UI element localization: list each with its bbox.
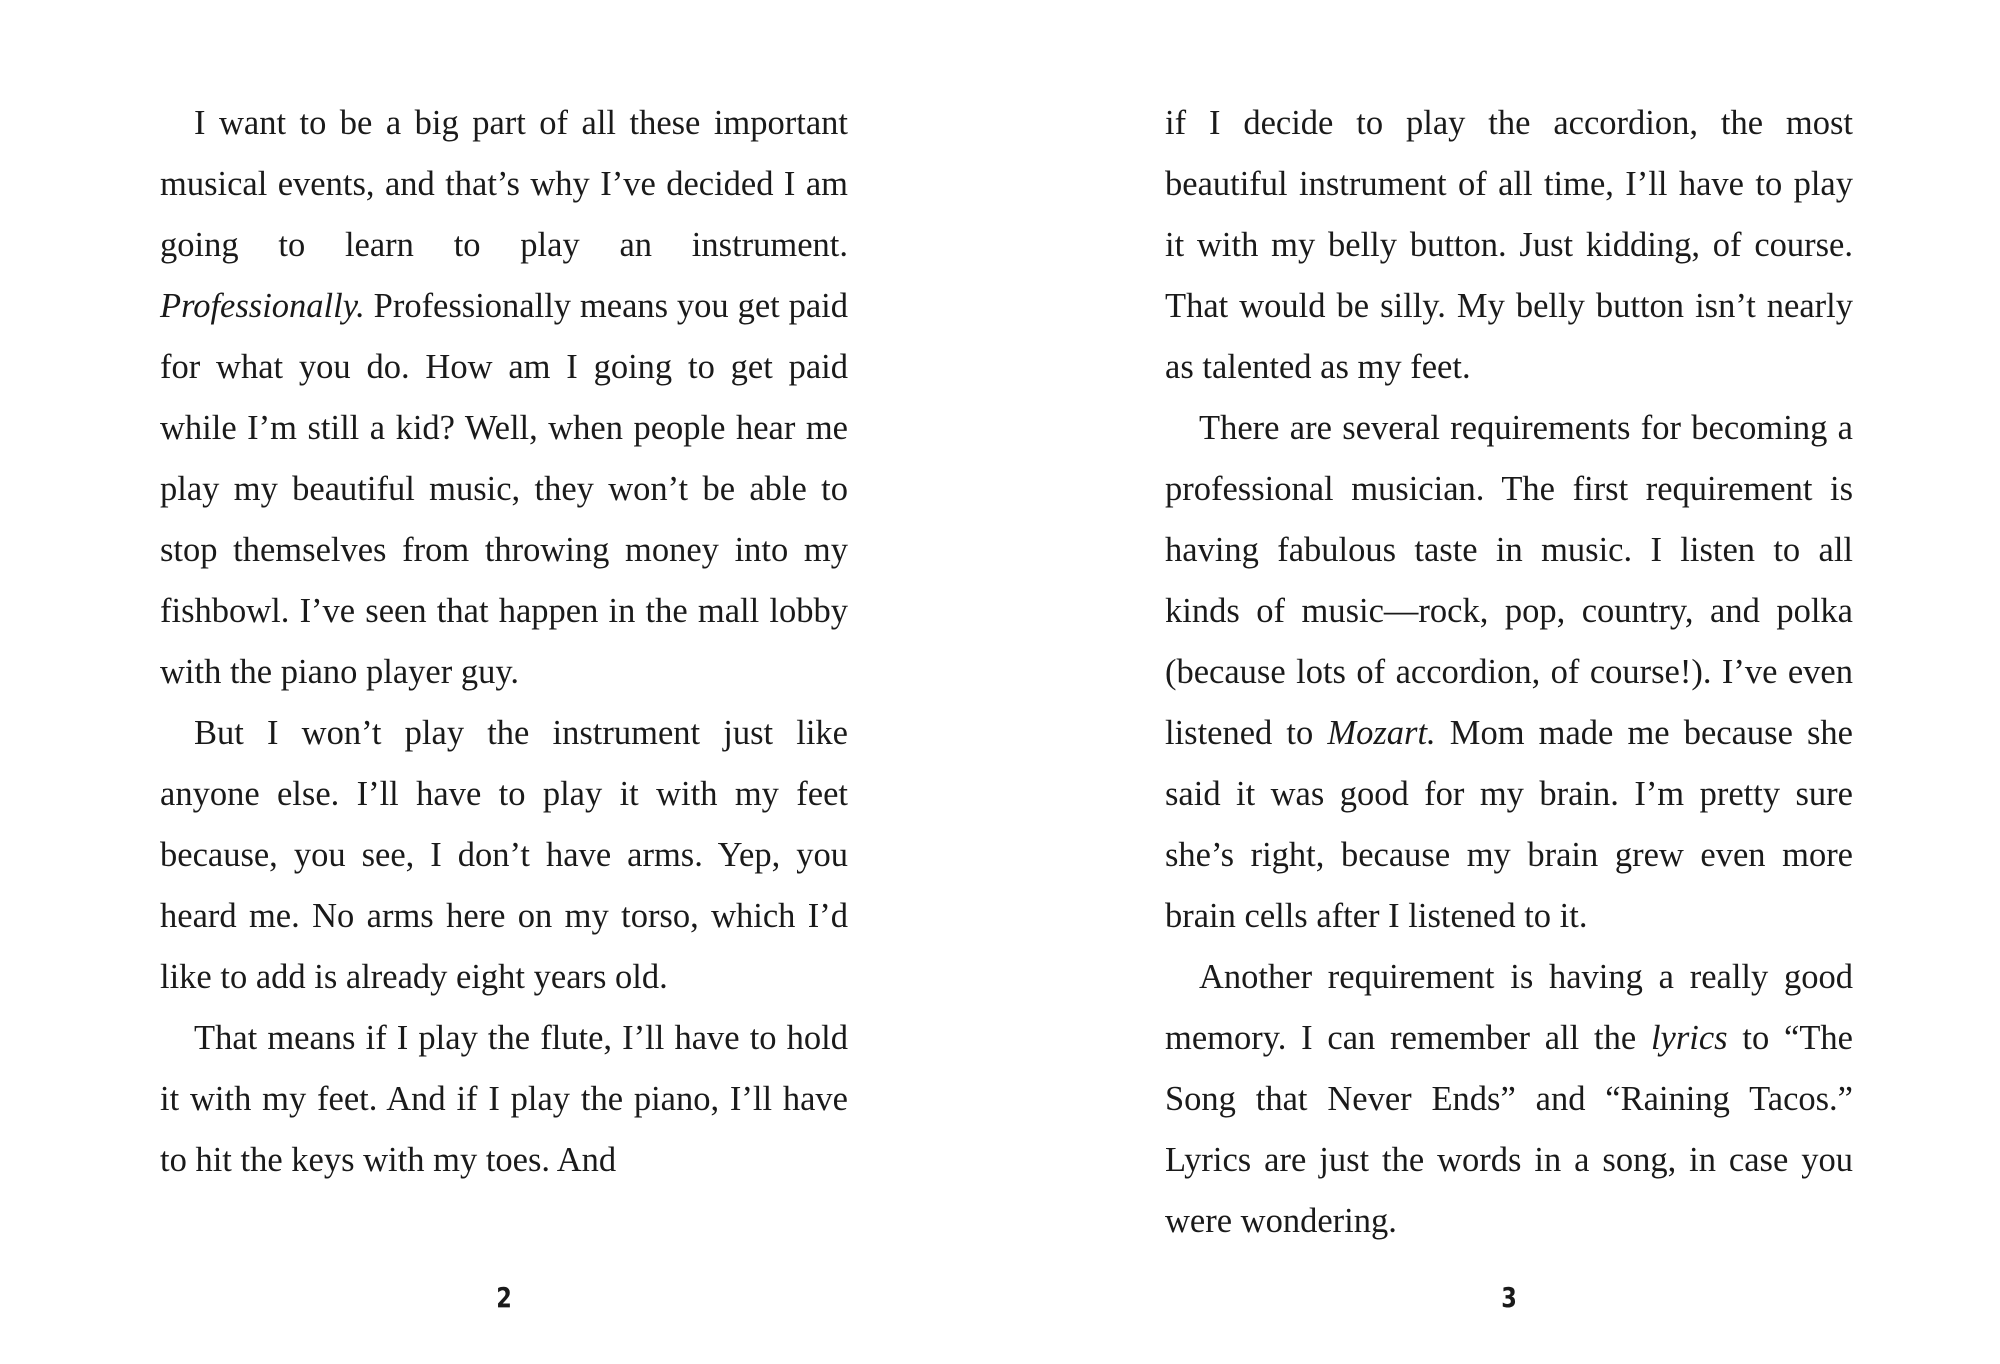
page-number-right: 3 bbox=[1501, 1281, 1517, 1314]
paragraph-text: But I won’t play the instrument just like anyone else. I’ll have to play it with my feet because, you see, I don’t have arms. Yep, you heard me. No arms here on my torso, which I’d like to add is already eight years old. bbox=[160, 714, 848, 996]
page-number-left: 2 bbox=[496, 1281, 512, 1314]
paragraph-text: I want to be a big part of all these important musical events, and that’s why I’ve decided I am going to learn to play an instrument. bbox=[160, 104, 848, 264]
italic-text: lyrics bbox=[1650, 1019, 1728, 1057]
paragraph bbox=[1165, 398, 1853, 947]
paragraph-text: if I decide to play the accordion, the most beautiful instrument of all time, I’ll have to play it with my belly button. Just kidding, of course. That would be silly. My belly button isn’t nearly as talented as my feet. bbox=[1165, 104, 1853, 386]
paragraph-text: That means if I play the flute, I’ll have to hold it with my feet. And if I play the piano, I’ll have to hit the keys with my toes. And bbox=[160, 1019, 848, 1179]
paragraph bbox=[1165, 947, 1853, 1252]
paragraph-text: Mom made me because she said it was good for my brain. I’m pretty sure she’s right, because my brain grew even more brain cells after I listened to it. bbox=[1165, 714, 1853, 935]
paragraph bbox=[160, 1008, 848, 1191]
italic-text: Professionally. bbox=[160, 287, 365, 325]
italic-text: Mozart. bbox=[1327, 714, 1436, 752]
right-page bbox=[1165, 93, 1853, 1252]
paragraph-text: to “The Song that Never Ends” and “Raining Tacos.” Lyrics are just the words in a song, in case you were wondering. bbox=[1165, 1019, 1853, 1240]
paragraph bbox=[1165, 93, 1853, 398]
paragraph-text: Another requirement is having a really good memory. I can remember all the bbox=[1165, 958, 1853, 1057]
paragraph bbox=[160, 703, 848, 1008]
paragraph-text: There are several requirements for becoming a professional musician. The first requirement is having fabulous taste in music. I listen to all kinds of music—rock, pop, country, and polka (because lots of accordion, of course!). I’ve even listened to bbox=[1165, 409, 1853, 752]
paragraph-text: Professionally means you get paid for what you do. How am I going to get paid while I’m still a kid? Well, when people hear me play my beautiful music, they won’t be able to stop themselves from throwing money into my fishbowl. I’ve seen that happen in the mall lobby with the piano player guy. bbox=[160, 287, 848, 691]
paragraph bbox=[160, 93, 848, 703]
left-page bbox=[160, 93, 848, 1191]
